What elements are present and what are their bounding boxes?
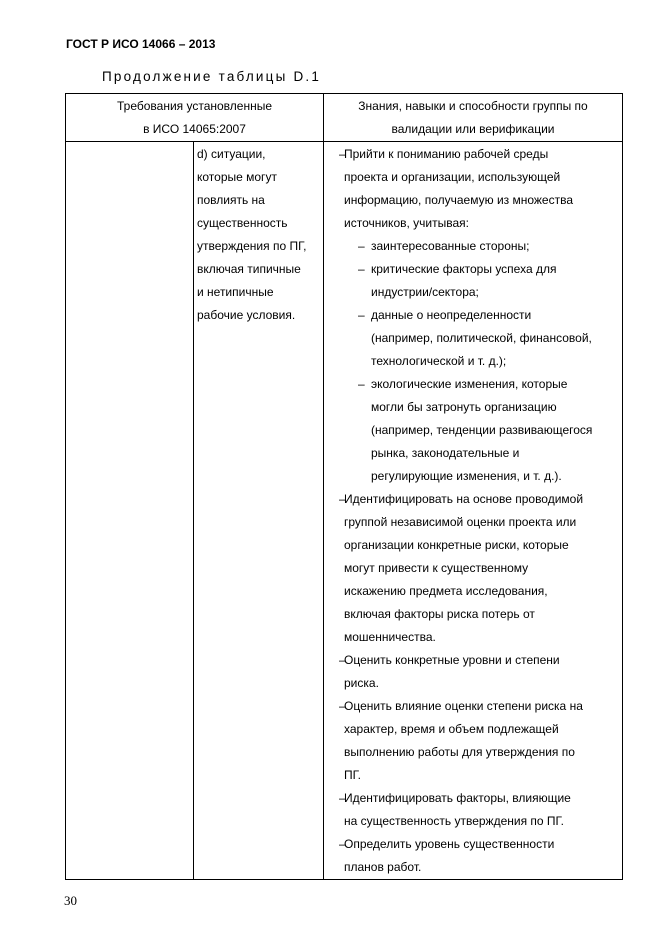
- competency-line: [328, 787, 622, 810]
- competency-text: планов работ.: [344, 860, 422, 874]
- list-dash: –: [358, 377, 365, 391]
- competency-line: [328, 764, 622, 787]
- requirement-line: существенность: [197, 216, 288, 230]
- competency-line: [328, 281, 622, 304]
- competency-text: риска.: [344, 676, 379, 690]
- competency-text: источников, учитывая:: [344, 216, 469, 230]
- competency-text: информацию, получаемую из множества: [344, 193, 574, 207]
- competency-text: индустрии/сектора;: [371, 285, 479, 299]
- page-number: 30: [64, 893, 77, 908]
- competency-text: на существенность утверждения по ПГ.: [344, 814, 564, 828]
- column-header-line: Требования установленные: [116, 99, 273, 113]
- competency-line: [328, 741, 622, 764]
- competency-line: [328, 465, 622, 488]
- list-dash: –: [358, 308, 365, 322]
- competency-line: [328, 235, 622, 258]
- competency-line: [328, 212, 622, 235]
- competency-text: Оценить влияние оценки степени риска на: [344, 699, 583, 713]
- competency-text: характер, время и объем подлежащей: [344, 722, 559, 736]
- competency-line: [328, 695, 622, 718]
- competency-text: могут привести к существенному: [344, 561, 529, 575]
- requirement-line: d) ситуации,: [197, 147, 266, 161]
- competency-line: [328, 557, 622, 580]
- competency-text: ПГ.: [344, 768, 361, 782]
- requirements-table: [65, 93, 623, 880]
- competency-text: искажению предмета исследования,: [344, 584, 548, 598]
- competency-line: [328, 488, 622, 511]
- competency-text: мошенничества.: [344, 630, 436, 644]
- competency-text: технологической и т. д.);: [371, 354, 507, 368]
- competency-text: могли бы затронуть организацию: [371, 400, 557, 414]
- column-header-line: Знания, навыки и способности группы по: [358, 99, 588, 113]
- competency-text: организации конкретные риски, которые: [344, 538, 569, 552]
- requirement-line: и нетипичные: [197, 285, 274, 299]
- competency-line: [328, 166, 622, 189]
- list-dash: –: [358, 239, 365, 253]
- competency-text: Определить уровень существенности: [344, 837, 555, 851]
- list-dash: –: [339, 147, 346, 161]
- competency-line: [328, 649, 622, 672]
- competency-line: [328, 603, 622, 626]
- competency-line: [328, 534, 622, 557]
- competency-text: данные о неопределенности: [371, 308, 532, 322]
- table-caption: Продолжение таблицы D.1: [102, 69, 322, 84]
- column-divider-main: [323, 94, 324, 879]
- competency-text: Оценить конкретные уровни и степени: [344, 653, 560, 667]
- competency-line: [328, 856, 622, 879]
- competency-text: Идентифицировать на основе проводимой: [344, 492, 584, 506]
- competency-text: группой независимой оценки проекта или: [344, 515, 577, 529]
- competency-line: [328, 304, 622, 327]
- competency-line: [328, 580, 622, 603]
- competencies-cell: [328, 143, 622, 879]
- competency-text: Идентифицировать факторы, влияющие: [344, 791, 571, 805]
- competency-line: [328, 833, 622, 856]
- competency-text: проекта и организации, использующей: [344, 170, 561, 184]
- competency-text: (например, политической, финансовой,: [371, 331, 592, 345]
- list-dash: –: [339, 837, 346, 851]
- competency-line: [328, 419, 622, 442]
- competency-text: выполнению работы для утверждения по: [344, 745, 575, 759]
- competency-text: экологические изменения, которые: [371, 377, 568, 391]
- column-header-requirements: [66, 94, 323, 142]
- competency-line: [328, 718, 622, 741]
- requirement-line: которые могут: [197, 170, 277, 184]
- column-header-line: в ИСО 14065:2007: [143, 122, 246, 136]
- competency-text: регулирующие изменения, и т. д.).: [371, 469, 562, 483]
- column-header-competencies: [324, 94, 622, 142]
- requirement-line: включая типичные: [197, 262, 301, 276]
- list-dash: –: [339, 492, 346, 506]
- competency-line: [328, 143, 622, 166]
- competency-line: [328, 258, 622, 281]
- requirement-line: рабочие условия.: [197, 308, 296, 322]
- competency-text: рынка, законодательные и: [371, 446, 520, 460]
- requirement-cell: [196, 143, 323, 327]
- column-divider-sub: [193, 142, 194, 879]
- competency-line: [328, 373, 622, 396]
- list-dash: –: [339, 791, 346, 805]
- document-header: ГОСТ Р ИСО 14066 – 2013: [66, 37, 216, 51]
- requirement-line: утверждения по ПГ,: [197, 239, 307, 253]
- competency-text: Прийти к пониманию рабочей среды: [344, 147, 549, 161]
- competency-text: заинтересованные стороны;: [371, 239, 530, 253]
- list-dash: –: [339, 653, 346, 667]
- competency-line: [328, 442, 622, 465]
- competency-line: [328, 189, 622, 212]
- competency-line: [328, 350, 622, 373]
- column-header-line: валидации или верификации: [391, 122, 555, 136]
- competency-line: [328, 327, 622, 350]
- competency-line: [328, 626, 622, 649]
- competency-text: (например, тенденции развивающегося: [371, 423, 593, 437]
- competency-line: [328, 672, 622, 695]
- list-dash: –: [358, 262, 365, 276]
- requirement-line: повлиять на: [197, 193, 265, 207]
- competency-line: [328, 511, 622, 534]
- competency-line: [328, 810, 622, 833]
- competency-line: [328, 396, 622, 419]
- competency-text: включая факторы риска потерь от: [344, 607, 535, 621]
- competency-text: критические факторы успеха для: [371, 262, 557, 276]
- list-dash: –: [339, 699, 346, 713]
